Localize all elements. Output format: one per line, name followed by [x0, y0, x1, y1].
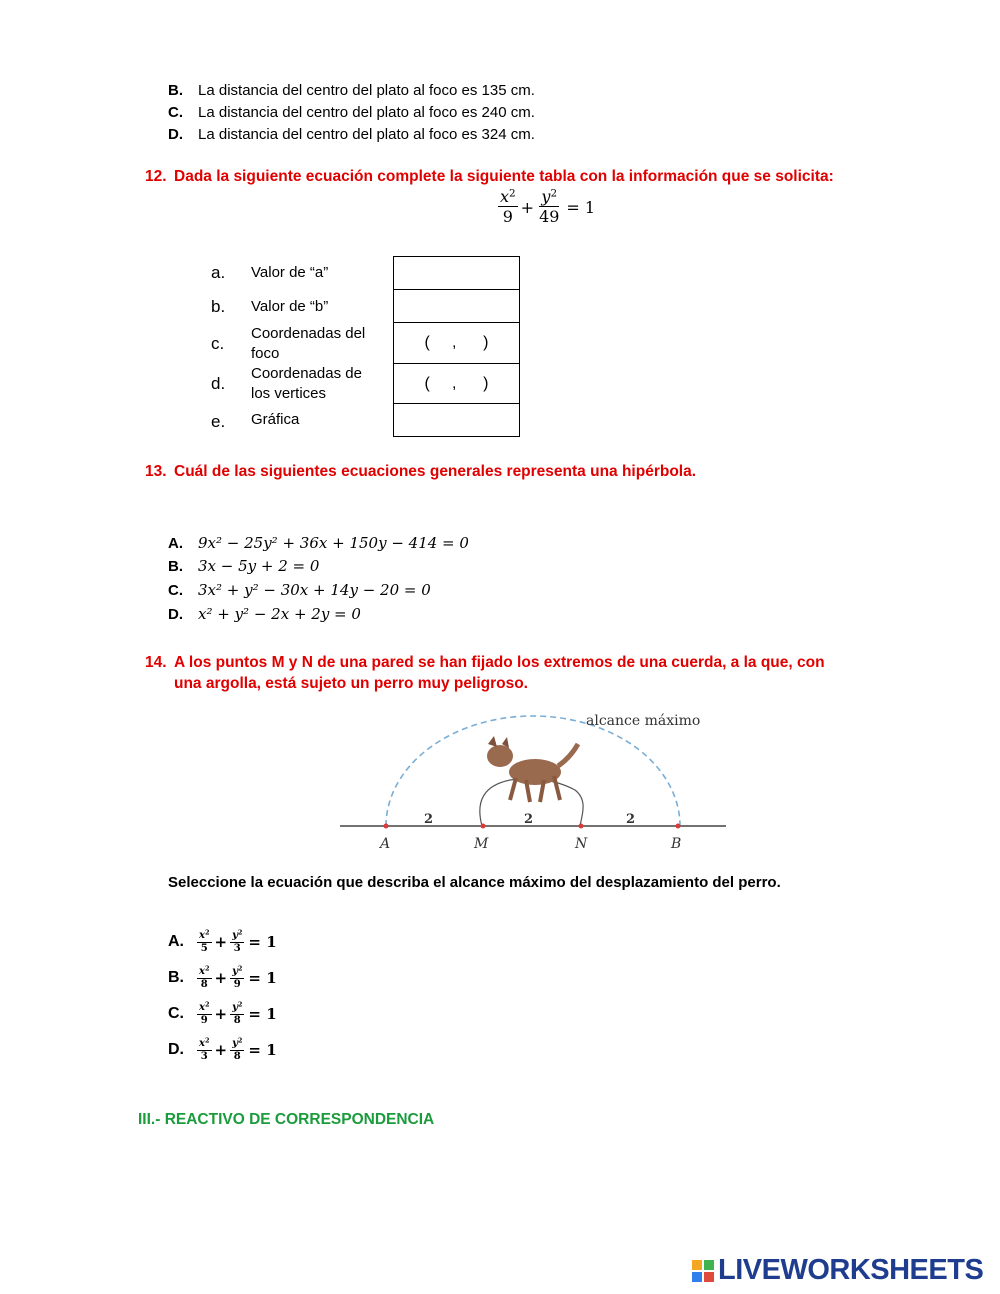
logo-icon	[692, 1260, 714, 1282]
option-13-a[interactable]	[168, 534, 469, 552]
option-13-d[interactable]	[168, 605, 361, 623]
option-11-d	[168, 126, 535, 143]
option-equation: 3x² + y² − 30x + 14y − 20 = 0	[198, 581, 431, 599]
option-13-c[interactable]	[168, 581, 431, 599]
option-text: La distancia del centro del plato al foco es 240 cm.	[198, 104, 535, 121]
question-number: 12.	[145, 168, 167, 185]
segment-label-2: 2	[524, 812, 534, 827]
question-number: 13.	[145, 463, 167, 480]
option-equation: 9x² − 25y² + 36x + 150y − 414 = 0	[198, 534, 469, 552]
option-letter: B.	[168, 82, 183, 99]
question-text-line2: una argolla, está sujeto un perro muy peligroso.	[174, 675, 528, 692]
row-label-b: b.	[211, 297, 226, 316]
option-14-a[interactable]: A. $\frac{x^2}{5}$ + $\frac{y^2}{3}$ = 1	[168, 928, 277, 954]
instruction-text: Seleccione la ecuación que describa el alcance máximo del desplazamiento del perro.	[168, 874, 781, 891]
question-text: Dada la siguiente ecuación complete la siguiente tabla con la información que se solicita:	[174, 168, 834, 185]
option-13-b[interactable]	[168, 557, 319, 575]
question-13	[145, 463, 696, 481]
point-m-label: M	[474, 836, 489, 852]
option-text: La distancia del centro del plato al foco es 135 cm.	[198, 82, 535, 99]
row-text-c: Coordenadas del foco	[251, 325, 366, 362]
option-14-d[interactable]: D. $\frac{x^2}{3}$ + $\frac{y^2}{8}$ = 1	[168, 1036, 277, 1062]
row-text-d: Coordenadas de los vertices	[251, 365, 362, 402]
question-12	[145, 168, 834, 186]
option-letter: B.	[168, 557, 183, 575]
option-letter: C.	[168, 1005, 184, 1023]
option-11-b	[168, 82, 535, 99]
point-a-dot	[384, 824, 389, 829]
row-label-d: d.	[211, 374, 226, 393]
row-text-a: Valor de “a”	[251, 264, 329, 281]
option-letter: D.	[168, 1041, 184, 1059]
option-equation: x² + y² − 2x + 2y = 0	[198, 605, 361, 623]
answer-cell-a[interactable]	[393, 256, 520, 290]
row-label-e: e.	[211, 412, 226, 431]
option-letter: C.	[168, 581, 183, 599]
option-letter: A.	[168, 933, 184, 951]
point-n-dot	[579, 824, 584, 829]
answer-cell-c[interactable]: ( , )	[393, 322, 520, 364]
point-a-label: A	[380, 836, 391, 852]
answer-cell-b[interactable]	[393, 289, 520, 323]
dog-rope-figure	[330, 700, 740, 860]
section-title: III.- REACTIVO DE CORRESPONDENCIA	[138, 1111, 435, 1128]
question-text: Cuál de las siguientes ecuaciones generales representa una hipérbola.	[174, 463, 697, 480]
point-b-label: B	[671, 836, 682, 852]
row-label-c: c.	[211, 334, 225, 353]
question-text-line1: A los puntos M y N de una pared se han fijado los extremos de una cuerda, a la que, con	[174, 654, 825, 671]
option-text: La distancia del centro del plato al foco es 324 cm.	[198, 126, 535, 143]
point-m-dot	[481, 824, 486, 829]
question-number: 14.	[145, 654, 167, 671]
option-letter: A.	[168, 534, 183, 552]
option-11-c	[168, 104, 535, 121]
question-14	[145, 652, 925, 694]
segment-label-1: 2	[424, 812, 434, 827]
liveworksheets-logo[interactable]	[692, 1254, 983, 1287]
logo-text: LIVEWORKSHEETS	[718, 1254, 984, 1286]
caption-label: alcance máximo	[586, 713, 701, 729]
point-b-dot	[676, 824, 681, 829]
option-equation: 3x − 5y + 2 = 0	[198, 557, 320, 575]
row-label-a: a.	[211, 263, 226, 282]
option-letter: D.	[168, 605, 183, 623]
dog-icon	[487, 736, 578, 802]
option-letter: D.	[168, 126, 183, 143]
option-14-b[interactable]: B. $\frac{x^2}{8}$ + $\frac{y^2}{9}$ = 1	[168, 964, 277, 990]
option-letter: B.	[168, 969, 184, 987]
option-letter: C.	[168, 104, 183, 121]
row-text-b: Valor de “b”	[251, 298, 329, 315]
row-text-e: Gráfica	[251, 411, 300, 428]
answer-cell-d[interactable]: ( , )	[393, 363, 520, 404]
point-n-label: N	[575, 836, 588, 852]
ellipse-equation: $\frac{x^2}{9}$ + $\frac{y^2}{49}$ = 1	[500, 187, 596, 227]
answer-cell-e[interactable]	[393, 403, 520, 437]
segment-label-3: 2	[626, 812, 636, 827]
option-14-c[interactable]: C. $\frac{x^2}{9}$ + $\frac{y^2}{8}$ = 1	[168, 1000, 277, 1026]
